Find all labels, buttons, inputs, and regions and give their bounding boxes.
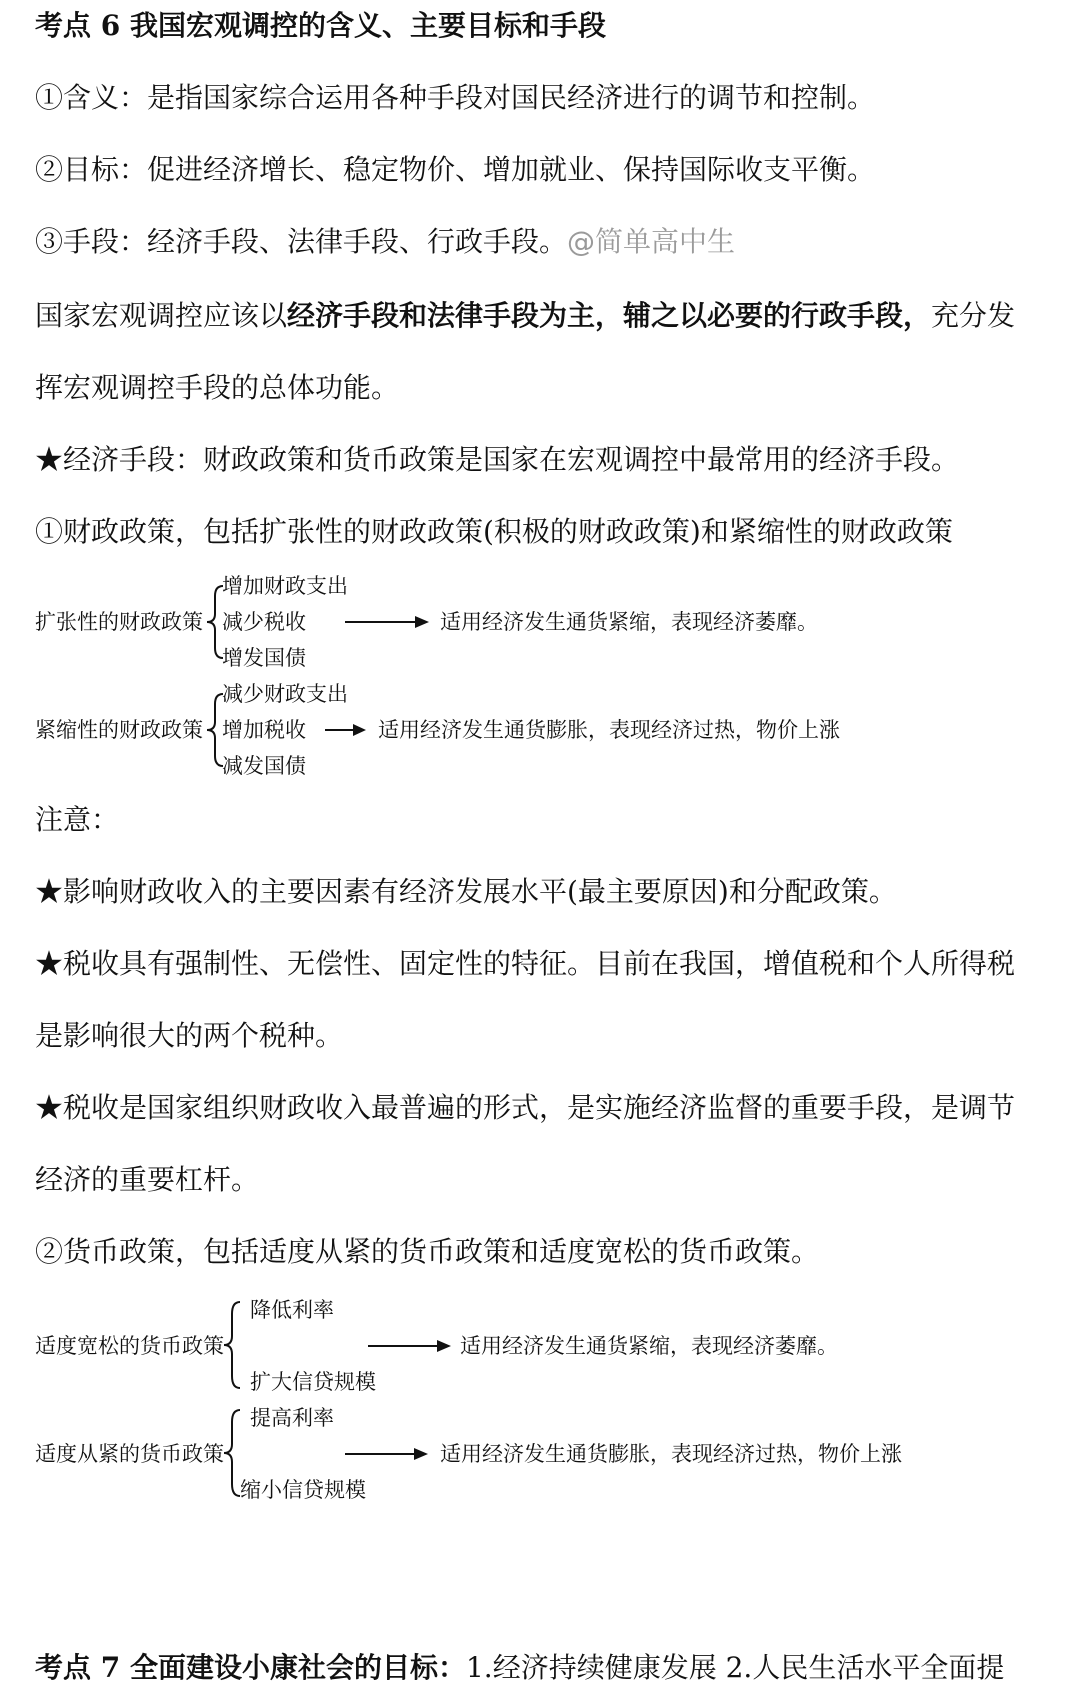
- fiscal-policy-line: ①财政政策，包括扩张性的财政政策(积极的财政政策)和紧缩性的财政政策: [35, 515, 953, 548]
- means-line: [35, 222, 735, 262]
- loose-monetary-label: 适度宽松的货币政策: [35, 1334, 224, 1358]
- section-title-k7: 考点 7 全面建设小康社会的目标：: [35, 1651, 466, 1684]
- note-3a: ★税收是国家组织财政收入最普遍的形式，是实施经济监督的重要手段，是调节: [35, 1091, 1016, 1124]
- principle-line-2: 挥宏观调控手段的总体功能。: [35, 371, 400, 404]
- tight-fiscal-result: 适用经济发生通货膨胀，表现经济过热，物价上涨: [378, 718, 840, 742]
- goal-line: ②目标：促进经济增长、稳定物价、增加就业、保持国际收支平衡。: [35, 153, 876, 186]
- tight-monetary-item-2: 缩小信贷规模: [240, 1478, 366, 1502]
- notes-title: 注意：: [35, 803, 120, 836]
- arrow-right-icon: [345, 614, 430, 630]
- tight-fiscal-item-3: 减发国债: [222, 754, 306, 778]
- tight-fiscal-label: 紧缩性的财政政策: [35, 718, 203, 742]
- tight-monetary-result: 适用经济发生通货膨胀，表现经济过热，物价上涨: [440, 1442, 902, 1466]
- principle-c: 充分发: [931, 299, 1016, 332]
- loose-monetary-result: 适用经济发生通货紧缩，表现经济萎靡。: [460, 1334, 838, 1358]
- watermark: @简单高中生: [567, 225, 736, 258]
- note-3b: 经济的重要杠杆。: [35, 1163, 260, 1196]
- expansion-fiscal-item-3: 增发国债: [222, 646, 306, 670]
- note-1: ★影响财政收入的主要因素有经济发展水平(最主要原因)和分配政策。: [35, 875, 897, 908]
- note-2b: 是影响很大的两个税种。: [35, 1019, 344, 1052]
- tight-fiscal-item-2: 增加税收: [222, 718, 306, 742]
- tight-fiscal-item-1: 减少财政支出: [222, 682, 348, 706]
- brace-icon: [222, 1408, 242, 1498]
- arrow-right-icon: [368, 1338, 452, 1354]
- principle-line: [35, 296, 1015, 336]
- tight-monetary-label: 适度从紧的货币政策: [35, 1442, 224, 1466]
- monetary-policy-line: ②货币政策，包括适度从紧的货币政策和适度宽松的货币政策。: [35, 1235, 820, 1268]
- means-text: ③手段：经济手段、法律手段、行政手段。: [35, 225, 568, 258]
- principle-a: 国家宏观调控应该以: [35, 299, 288, 332]
- tight-monetary-item-1: 提高利率: [250, 1406, 334, 1430]
- arrow-right-icon: [345, 1446, 429, 1462]
- meaning-line: ①含义：是指国家综合运用各种手段对国民经济进行的调节和控制。: [35, 81, 876, 114]
- loose-monetary-item-1: 降低利率: [250, 1298, 334, 1322]
- k7-text: 1.经济持续健康发展 2.人民生活水平全面提: [465, 1651, 1005, 1684]
- expansion-fiscal-item-2: 减少税收: [222, 610, 306, 634]
- arrow-right-icon: [325, 722, 367, 738]
- section-title-k6: 考点 6 我国宏观调控的含义、主要目标和手段: [35, 9, 606, 42]
- brace-icon: [222, 1300, 242, 1390]
- econ-means-line: ★经济手段：财政政策和货币政策是国家在宏观调控中最常用的经济手段。: [35, 443, 960, 476]
- expansion-fiscal-result: 适用经济发生通货紧缩，表现经济萎靡。: [440, 610, 818, 634]
- expansion-fiscal-label: 扩张性的财政政策: [35, 610, 203, 634]
- section-k7-line: [35, 1648, 1004, 1688]
- loose-monetary-item-2: 扩大信贷规模: [250, 1370, 376, 1394]
- principle-bold: 经济手段和法律手段为主，辅之以必要的行政手段，: [287, 299, 932, 332]
- note-2a: ★税收具有强制性、无偿性、固定性的特征。目前在我国，增值税和个人所得税: [35, 947, 1016, 980]
- expansion-fiscal-item-1: 增加财政支出: [222, 574, 348, 598]
